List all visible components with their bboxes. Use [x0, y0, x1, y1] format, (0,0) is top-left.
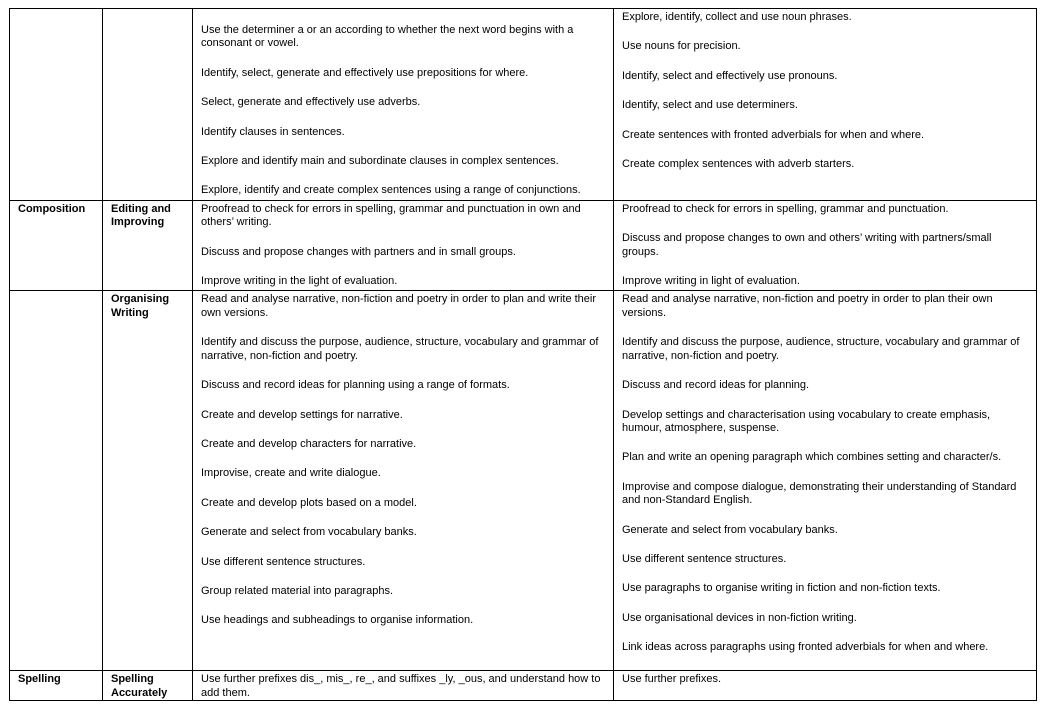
objective-item: Use headings and subheadings to organise information. [201, 614, 474, 627]
table-row [10, 9, 1037, 201]
objective-item: Identify, select, generate and effectively use prepositions for where. [201, 66, 529, 79]
objective-item: Use paragraphs to organise writing in fiction and non-fiction texts. [622, 582, 941, 595]
objective-item: Identify clauses in sentences. [201, 125, 345, 138]
objective-item: Read and analyse narrative, non-fiction and poetry in order to plan and write their own versions. [201, 293, 597, 319]
objective-item: Create and develop characters for narrative. [201, 437, 417, 450]
objectives-col4-cell [614, 9, 1037, 201]
objective-item: Create complex sentences with adverb starters. [622, 158, 855, 171]
objective-item: Improve writing in light of evaluation. [622, 275, 800, 288]
objective-item: Use different sentence structures. [201, 555, 366, 568]
objective-item: Group related material into paragraphs. [201, 584, 393, 597]
objective-item: Create and develop settings for narrative. [201, 408, 403, 421]
objective-item: Improve writing in the light of evaluation. [201, 275, 398, 288]
objective-item: Create and develop plots based on a model. [201, 496, 417, 509]
objective-item: Generate and select from vocabulary banks. [622, 523, 838, 536]
objective-item: Use the determiner a or an according to whether the next word begins with a consonant or vowel. [201, 24, 574, 50]
subarea-cell: Spelling Accurately [103, 671, 193, 701]
objective-item: Use further prefixes dis_, mis_, re_, and suffixes _ly, _ous, and understand how to add them. [201, 673, 601, 699]
objective-item: Use different sentence structures. [622, 552, 787, 565]
objective-item: Proofread to check for errors in spelling, grammar and punctuation in own and others’ writing. [201, 202, 581, 229]
objective-item: Generate and select from vocabulary banks. [201, 526, 417, 539]
objective-item: Create sentences with fronted adverbials for when and where. [622, 128, 925, 141]
objective-item: Read and analyse narrative, non-fiction and poetry in order to plan their own versions. [622, 293, 993, 319]
objectives-col3-cell [193, 671, 614, 701]
objective-item: Select, generate and effectively use adverbs. [201, 96, 421, 109]
subarea-cell: Editing and Improving [103, 200, 193, 291]
objective-item: Improvise, create and write dialogue. [201, 467, 381, 480]
objective-item: Link ideas across paragraphs using fronted adverbials for when and where. [622, 641, 989, 654]
objective-item: Plan and write an opening paragraph which combines setting and character/s. [622, 451, 1002, 464]
objectives-col3-cell [193, 291, 614, 671]
objective-item: Explore and identify main and subordinate clauses in complex sentences. [201, 155, 559, 168]
objective-item: Improvise and compose dialogue, demonstrating their understanding of Standard and non-Standard English. [622, 480, 1017, 507]
objectives-col3-cell [193, 9, 614, 201]
objectives-col3-cell [193, 200, 614, 291]
objective-item: Identify and discuss the purpose, audience, structure, vocabulary and grammar of narrative, non-fiction and poetry. [622, 336, 1020, 362]
objective-item: Use further prefixes. [622, 673, 722, 686]
objective-item: Discuss and propose changes with partners and in small groups. [201, 245, 516, 258]
subarea-cell: Organising Writing [103, 291, 193, 671]
objective-item: Discuss and record ideas for planning. [622, 379, 810, 392]
objective-item: Identify and discuss the purpose, audience, structure, vocabulary and grammar of narrative, non-fiction and poetry. [201, 336, 599, 362]
table-row [10, 671, 1037, 701]
area-cell: Spelling [10, 671, 103, 701]
table-row [10, 291, 1037, 671]
objective-item: Use nouns for precision. [622, 40, 741, 53]
area-cell [10, 9, 103, 201]
objective-item: Discuss and record ideas for planning using a range of formats. [201, 379, 510, 392]
area-cell [10, 291, 103, 671]
objective-item: Explore, identify and create complex sentences using a range of conjunctions. [201, 184, 581, 197]
objectives-col4-cell [614, 200, 1037, 291]
objectives-col4-cell [614, 671, 1037, 701]
subarea-cell [103, 9, 193, 201]
objective-item: Develop settings and characterisation using vocabulary to create emphasis, humour, atmosphere, suspense. [622, 408, 991, 434]
objective-item: Identify, select and effectively use pronouns. [622, 69, 838, 82]
objective-item: Use organisational devices in non-fiction writing. [622, 611, 857, 624]
objectives-col4-cell [614, 291, 1037, 671]
objective-item: Explore, identify, collect and use noun phrases. [622, 11, 852, 23]
table-row [10, 200, 1037, 291]
curriculum-table [9, 8, 1037, 701]
objective-item: Identify, select and use determiners. [622, 99, 798, 112]
objective-item: Proofread to check for errors in spelling, grammar and punctuation. [622, 202, 949, 215]
objective-item: Discuss and propose changes to own and others’ writing with partners/small groups. [622, 232, 992, 258]
area-cell: Composition [10, 200, 103, 291]
